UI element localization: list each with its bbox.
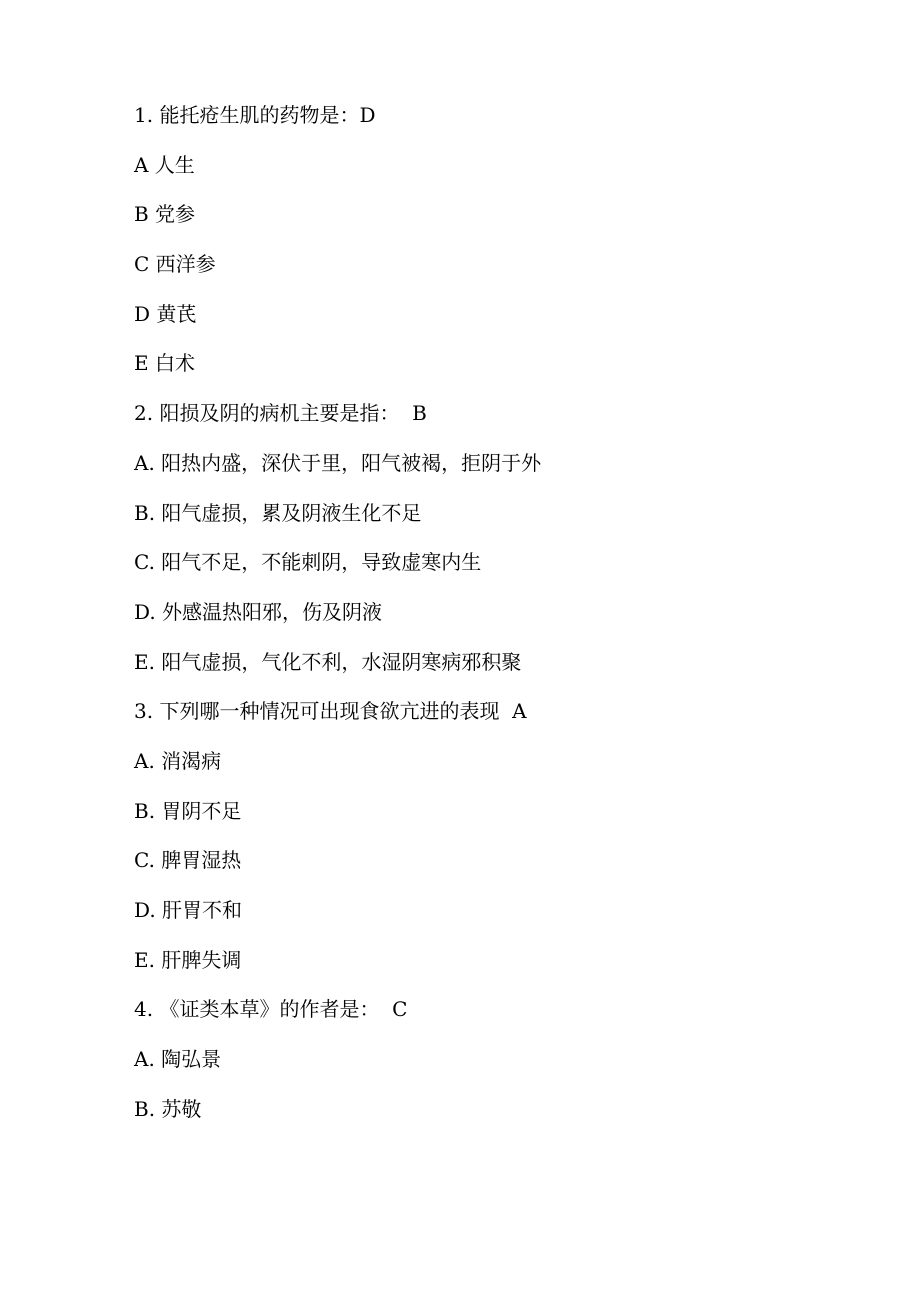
option-item: B 党参 bbox=[134, 202, 196, 227]
option-item: A. 消渴病 bbox=[134, 748, 222, 773]
option-item: B. 阳气虚损，累及阴液生化不足 bbox=[134, 500, 422, 525]
option-item: D. 外感温热阳邪，伤及阴液 bbox=[134, 599, 383, 624]
question-list bbox=[134, 100, 834, 1143]
option-item: C. 脾胃湿热 bbox=[134, 848, 242, 873]
question-stem: 1. 能托疮生肌的药物是：D bbox=[134, 103, 376, 127]
option-item: B. 胃阴不足 bbox=[134, 798, 242, 823]
option-item: A 人生 bbox=[134, 152, 195, 177]
option-item: E 白术 bbox=[134, 351, 195, 376]
option-item: B. 苏敬 bbox=[134, 1096, 202, 1121]
option-item: A. 阳热内盛，深伏于里，阳气被褐，拒阴于外 bbox=[134, 450, 542, 475]
question-stem: 4. 《证类本草》的作者是： C bbox=[134, 997, 408, 1022]
option-item: C 西洋参 bbox=[134, 252, 216, 277]
option-item: D. 肝胃不和 bbox=[134, 898, 243, 922]
option-item: E. 阳气虚损，气化不利，水湿阴寒病邪积聚 bbox=[134, 649, 522, 674]
question-stem: 2. 阳损及阴的病机主要是指： B bbox=[134, 401, 427, 426]
question-stem: 3. 下列哪一种情况可出现食欲亢进的表现 A bbox=[134, 699, 527, 724]
option-item: C. 阳气不足，不能刺阴，导致虚寒内生 bbox=[134, 550, 482, 575]
option-item: E. 肝脾失调 bbox=[134, 947, 242, 972]
option-item: D 黄芪 bbox=[134, 301, 197, 326]
option-item: A. 陶弘景 bbox=[134, 1047, 222, 1072]
